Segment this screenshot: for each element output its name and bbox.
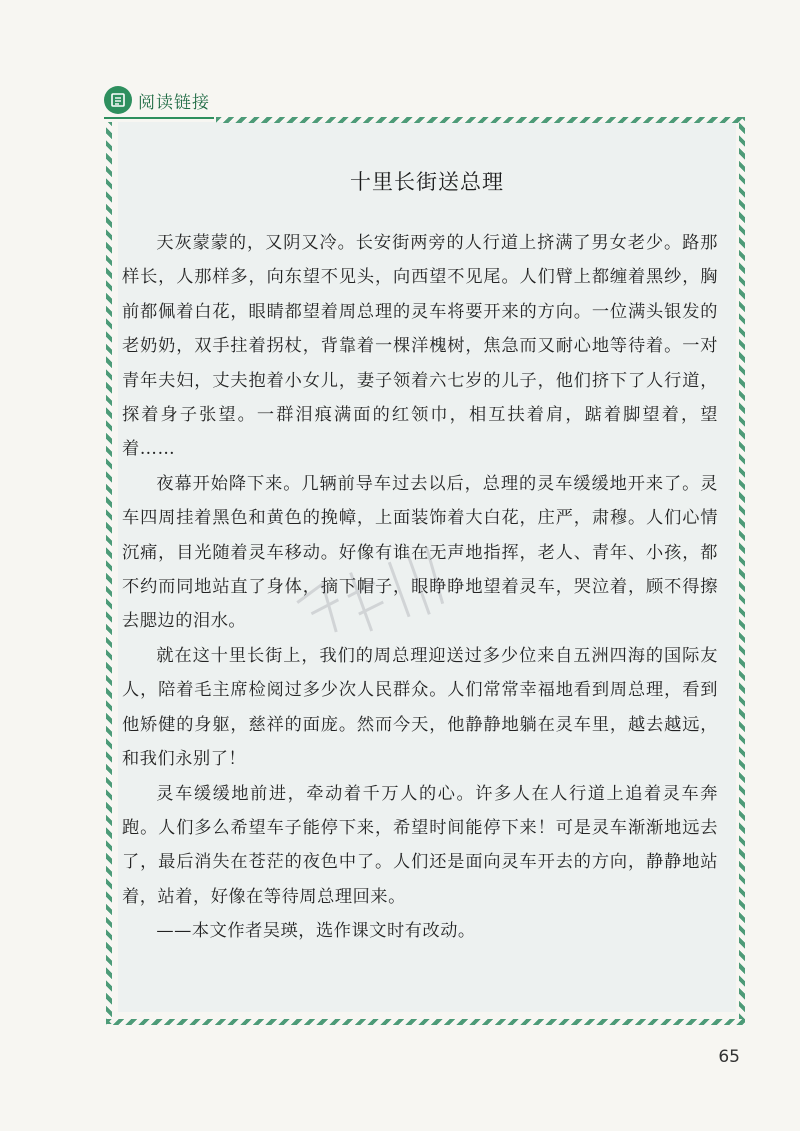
page-number: 65	[718, 1047, 740, 1067]
book-icon	[104, 86, 132, 114]
paragraph: 夜幕开始降下来。几辆前导车过去以后，总理的灵车缓缓地开来了。灵车四周挂着黑色和黄色的挽幛，上面装饰着大白花，庄严，肃穆。人们心情沉痛，目光随着灵车移动。好像有谁在无声地指挥，老人、青年、小孩，都不约而同地站直了身体，摘下帽子，眼睁睁地望着灵车，哭泣着，顾不得擦去腮边的泪水。	[122, 473, 718, 632]
article-title: 十里长街送总理	[350, 170, 504, 194]
dashed-border-right	[739, 117, 745, 1019]
dashed-border-bottom	[106, 1019, 745, 1025]
dashed-border-top	[216, 117, 744, 123]
paragraph: 就在这十里长街上，我们的周总理迎送过多少位来自五洲四海的国际友人，陪着毛主席检阅过多少次人民群众。人们常常幸福地看到周总理，看到他矫健的身躯，慈祥的面庞。然而今天，他静静地躺在灵车里，越去越远，和我们永别了！	[122, 645, 718, 770]
paragraph: 天灰蒙蒙的，又阴又冷。长安街两旁的人行道上挤满了男女老少。路那样长，人那样多，向东望不见头，向西望不见尾。人们臂上都缠着黑纱，胸前都佩着白花，眼睛都望着周总理的灵车将要开来的方向。一位满头银发的老奶奶，双手拄着拐杖，背靠着一棵洋槐树，焦急而又耐心地等待着。一对青年夫妇，丈夫抱着小女儿，妻子领着六七岁的儿子，他们挤下了人行道，探着身子张望。一群泪痕满面的红领巾，相互扶着肩，踮着脚望着，望着……	[122, 233, 718, 460]
section-label: 阅读链接	[138, 92, 210, 113]
paragraph: 灵车缓缓地前进，牵动着千万人的心。许多人在人行道上追着灵车奔跑。人们多么希望车子能停下来，希望时间能停下来！可是灵车渐渐地远去了，最后消失在苍茫的夜色中了。人们还是面向灵车开去的方向，静静地站着，站着，好像在等待周总理回来。	[122, 783, 718, 907]
header-underline	[104, 117, 214, 119]
dashed-border-left	[106, 122, 112, 1024]
section-header	[104, 86, 210, 114]
article-body	[122, 226, 718, 949]
attribution: ——本文作者吴瑛，选作课文时有改动。	[156, 921, 476, 942]
